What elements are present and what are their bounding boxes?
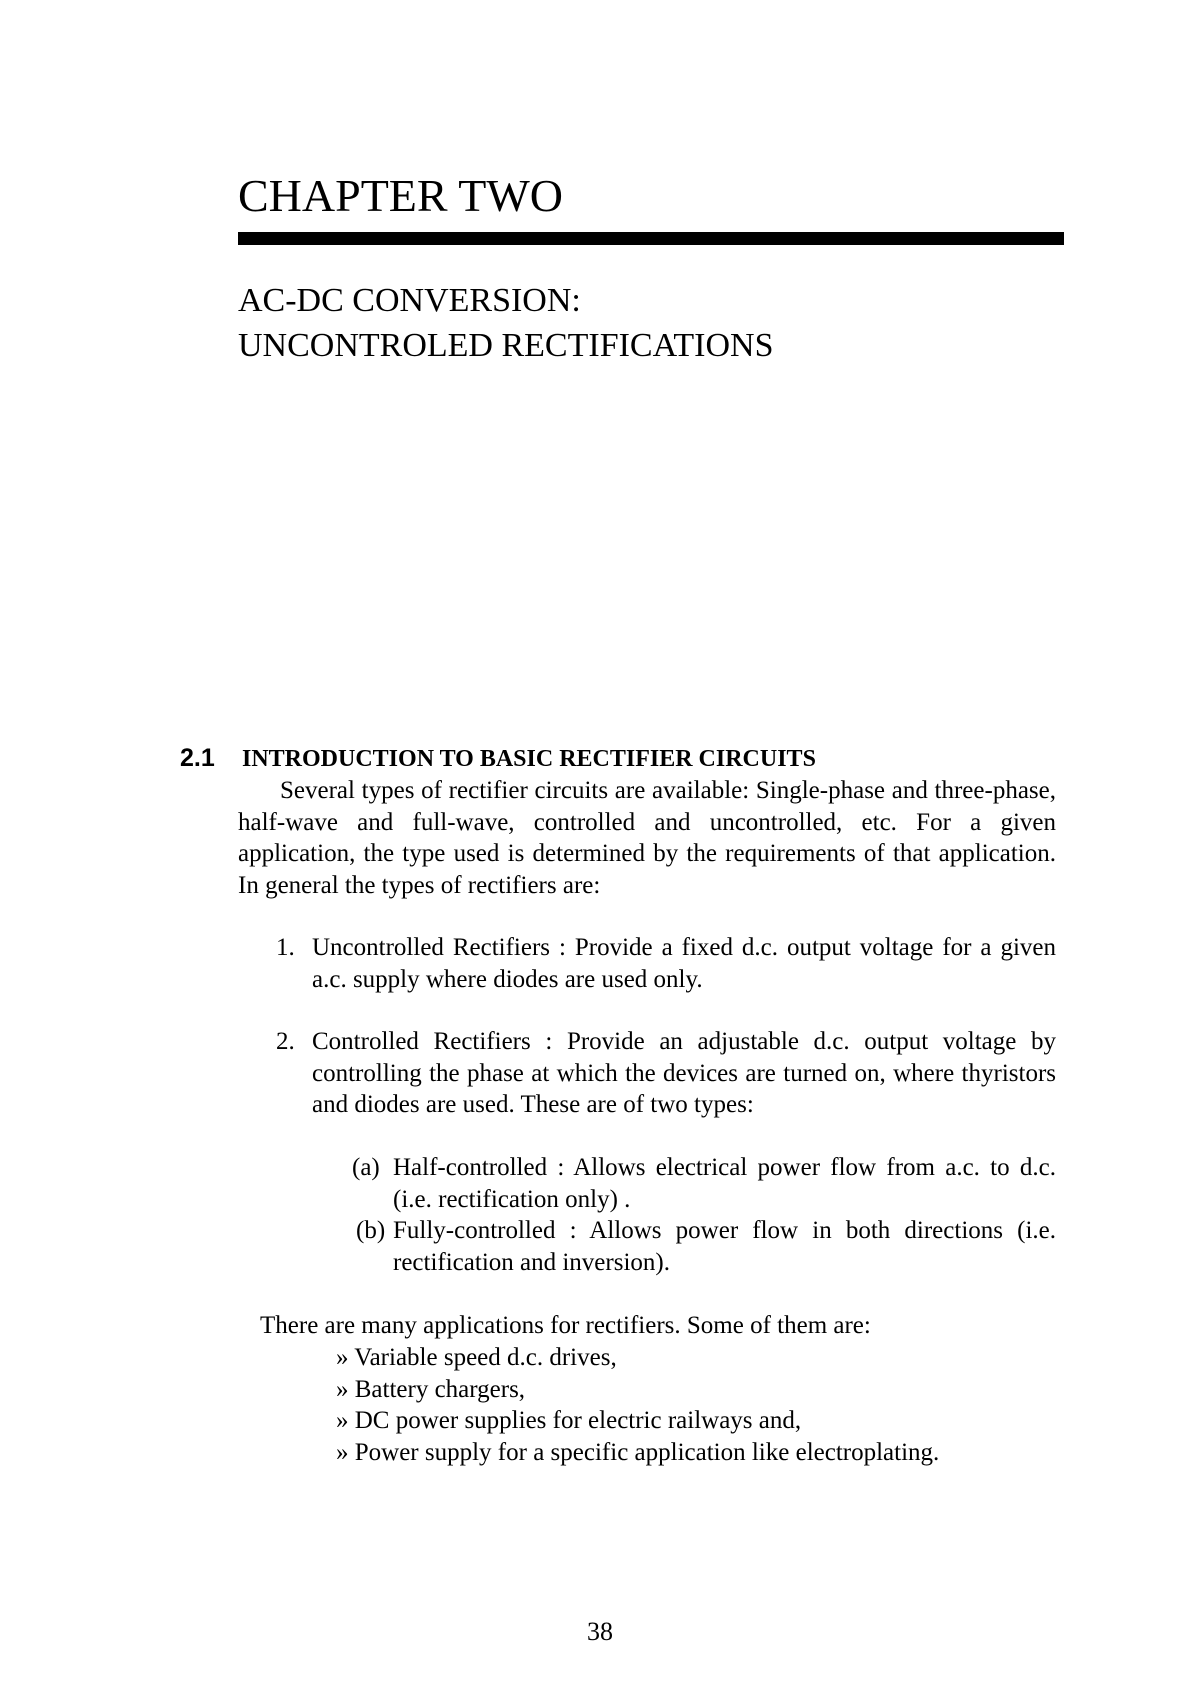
list-item: » DC power supplies for electric railways and, [336,1407,802,1434]
page-number: 38 [587,1617,613,1646]
applications-list [336,1342,939,1468]
list-item: » Variable speed d.c. drives, [336,1344,617,1371]
list-item: » Power supply for a specific application like electroplating. [336,1438,940,1466]
sub-list-item-marker: (b) [356,1217,386,1244]
applications-intro: There are many applications for rectifiers. Some of them are: [260,1312,871,1339]
chapter-subtitle-line-1: AC-DC CONVERSION: [238,282,581,319]
sub-list-item-marker: (a) [352,1154,380,1181]
sub-list-item-text: Fully-controlled : Allows power flow in both directions (i.e. rectification and inversion). [393,1217,1056,1276]
sub-list-item-text: Half-controlled : Allows electrical power flow from a.c. to d.c. (i.e. rectification only) . [393,1154,1056,1213]
chapter-subtitle-line-2: UNCONTROLED RECTIFICATIONS [238,327,774,364]
section-title: INTRODUCTION TO BASIC RECTIFIER CIRCUITS [242,746,816,772]
list-item [238,932,1056,995]
list-item: » Battery chargers, [336,1375,526,1403]
list-item-number: 1. [276,934,295,961]
chapter-subtitle [238,278,774,368]
section-heading [180,743,816,775]
sub-list-item [356,1215,1056,1278]
chapter-divider-rule [238,232,1064,245]
section-number: 2.1 [180,744,215,772]
list-item-text: Controlled Rectifiers : Provide an adjustable d.c. output voltage by controlling the phase at which the devices are turned on, where thyristors and diodes are used. These are of two types: [312,1028,1056,1118]
list-item [238,1026,1056,1121]
intro-paragraph: Several types of rectifier circuits are available: Single-phase and three-phase, half-wave and full-wave, controlled and uncontrolled, etc. For a given application, the type used is determined by the requirements of that application. In general the types of rectifiers are: [238,777,1056,899]
sub-list-item [352,1152,1056,1215]
list-item-text: Uncontrolled Rectifiers : Provide a fixed d.c. output voltage for a given a.c. supply where diodes are used only. [312,934,1056,993]
chapter-title: CHAPTER TWO [238,170,563,221]
list-item-number: 2. [276,1028,295,1055]
